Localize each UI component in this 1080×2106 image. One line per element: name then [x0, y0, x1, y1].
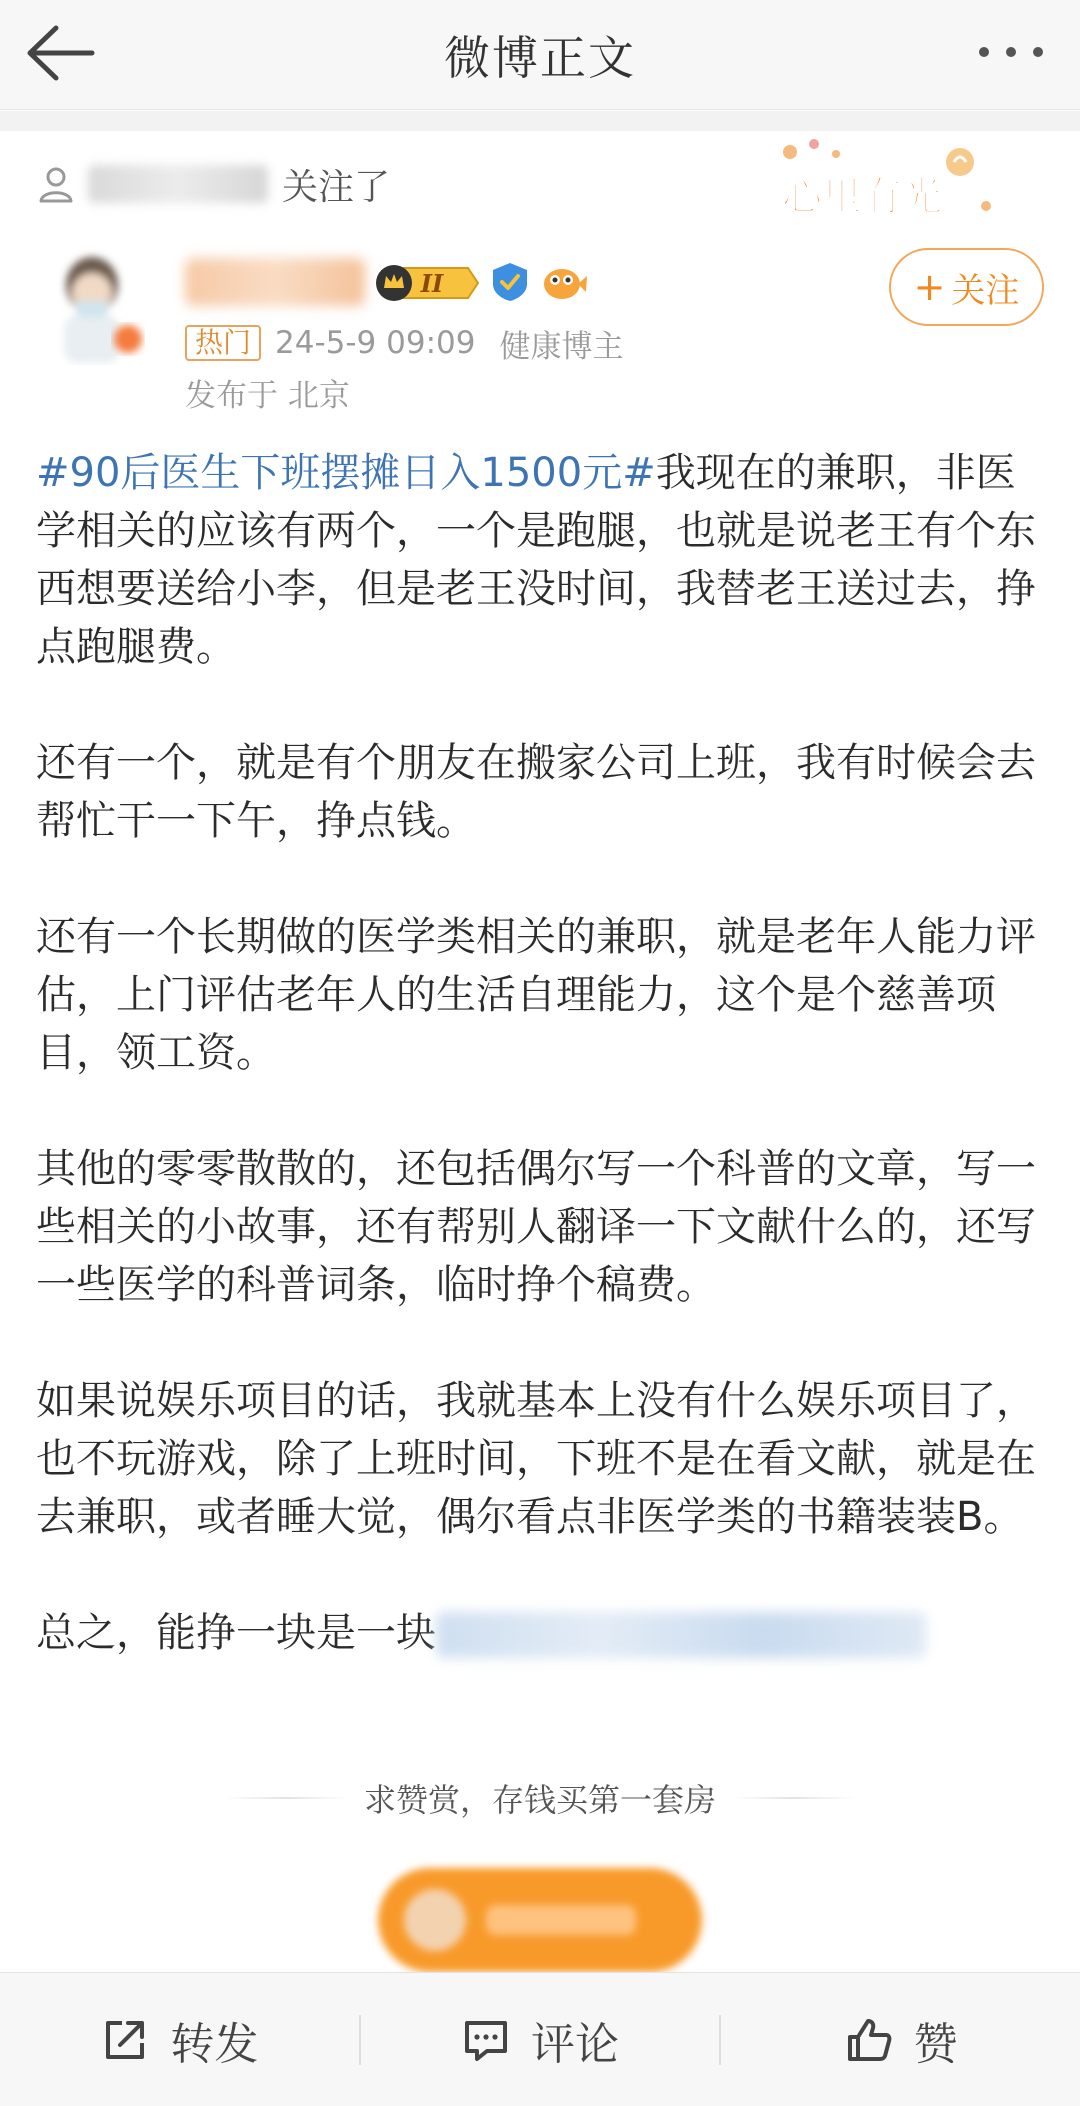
repost-label: 转发 [170, 2018, 259, 2070]
comment-icon [461, 2015, 511, 2065]
fan-badge-icon [540, 260, 588, 304]
post-text: 总之，能挣一块是一块 [36, 1610, 436, 1656]
post-time: 24-5-9 09:09 [275, 325, 476, 361]
author-category: 健康博主 [499, 328, 624, 365]
post-paragraph: 如果说娱乐项目的话，我就基本上没有什么娱乐项目了，也不玩游戏，除了上班时间，下班不是在看文献，就是在去兼职，或者睡大觉，偶尔看点非医学类的书籍装装B。 [36, 1378, 1036, 1540]
post-paragraph: 还有一个，就是有个朋友在搬家公司上班，我有时候会去帮忙干一下午，挣点钱。 [36, 740, 1036, 844]
reward-button[interactable] [378, 1868, 702, 1972]
verified-icon [488, 260, 532, 304]
author-avatar[interactable] [46, 245, 146, 365]
follow-button[interactable] [889, 248, 1044, 326]
like-label: 赞 [913, 2018, 958, 2070]
blurred-link[interactable] [436, 1612, 926, 1658]
vip-level-text: II [420, 269, 444, 298]
post-paragraph [36, 444, 1046, 676]
activity-badge-text: 心里有光 [782, 174, 942, 220]
reward-avatar [404, 1889, 466, 1951]
post-location: 发布于 北京 [185, 378, 350, 414]
person-icon [36, 164, 76, 204]
follower-name-blurred[interactable] [88, 165, 268, 203]
reward-text: 求赞赏，存钱买第一套房 [364, 1781, 717, 1819]
hashtag-link[interactable]: #90后医生下班摆摊日入1500元# [36, 450, 656, 496]
follow-button-label: 关注 [951, 270, 1020, 311]
comment-button[interactable] [361, 1973, 720, 2106]
reward-label-blurred [486, 1905, 636, 1935]
post-paragraph [36, 1604, 1046, 1662]
reward-prompt [225, 1778, 855, 1818]
comment-label: 评论 [531, 2018, 619, 2070]
divider [225, 1797, 348, 1799]
follow-notice [36, 158, 390, 210]
post-paragraph: 还有一个长期做的医学类相关的兼职，就是老年人能力评估，上门评估老年人的生活自理能力，这个是个慈善项目，领工资。 [36, 914, 1036, 1076]
post-meta [185, 322, 623, 364]
repost-button[interactable] [0, 1973, 359, 2106]
like-button[interactable] [721, 1973, 1080, 2106]
bottom-action-bar [0, 1972, 1080, 2106]
post-content [36, 444, 1046, 1720]
vip-level-badge[interactable] [372, 262, 482, 304]
divider [732, 1797, 855, 1799]
post-text: 我现在的兼职，非医学相关的应该有两个，一个是跑腿，也就是说老王有个东西想要送给小李，但是老王没时间，我替老王送过去，挣点跑腿费。 [36, 450, 1036, 670]
post-paragraph: 其他的零零散散的，还包括偶尔写一个科普的文章，写一些相关的小故事，还有帮别人翻译一下文献什么的，还写一些医学的科普词条，临时挣个稿费。 [36, 1146, 1036, 1308]
page-title: 微博正文 [444, 31, 636, 85]
activity-badge [770, 132, 1000, 242]
share-icon [100, 2015, 150, 2065]
top-bar [0, 0, 1080, 110]
plus-icon: + [913, 265, 946, 309]
more-button[interactable] [966, 24, 1056, 80]
header-divider [0, 111, 1080, 131]
hot-tag: 热门 [185, 325, 261, 361]
more-dots-icon [966, 24, 1056, 80]
author-name-blurred[interactable] [185, 258, 365, 306]
follow-notice-text: 关注了 [282, 166, 391, 208]
thumbs-up-icon [844, 2015, 894, 2065]
